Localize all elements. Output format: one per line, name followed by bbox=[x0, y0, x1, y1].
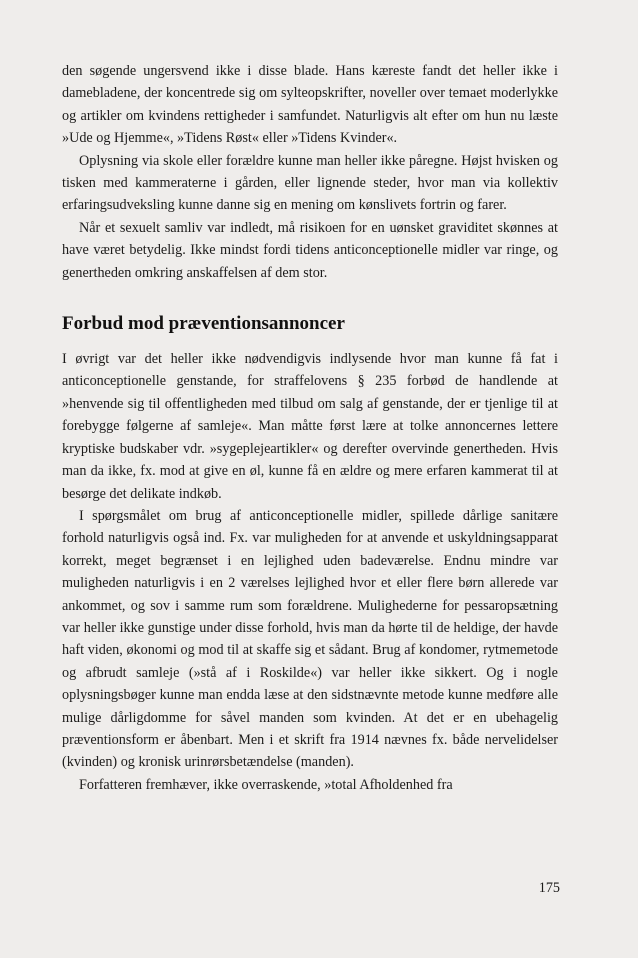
paragraph-oplysning: Oplysning via skole eller forældre kunne man heller ikke påregne. Højst hvisken og tisken med kammeraterne i gården, eller lignende steder, hvor man via kollektiv erfaringsudveksling kunne danne sig en mening om kønslivets fortrin og farer. bbox=[62, 152, 558, 214]
page-body bbox=[62, 60, 558, 796]
page-number: 175 bbox=[538, 880, 560, 896]
paragraph-sanitaere-forhold: I spørgsmålet om brug af anticonceptionelle midler, spillede dårlige sanitære forhold naturligvis også ind. Fx. var muligheden for at anvende et uskyldningsapparat korrekt, meget begrænset i en lejlighed uden badeværelse. Endnu mindre var muligheden naturligvis i en 2 værelses lejlighed hvor et eller flere børn allerede var ankommet, og sov i samme rum som forældrene. Mulighederne for pessaropsætning var heller ikke gunstige under disse forhold, hvis man da hørte til de heldige, der havde haft viden, økonomi og mod til at skaffe sig et sådant. Brug af kondomer, rytmemetode og afbrudt samleje (»stå af i Roskilde«) var heller ikke sikkert. Og i nogle oplysningsbøger kunne man endda læse at den sidstnævnte metode kunne medføre alle mulige dårligdomme for såvel manden som kvinden. At det er en ubehagelig præventionsform er åbenbart. Men i et skrift fra 1914 nævnes fx. både nervelidelser (kvinden) og kronisk urinrørsbetændelse (manden). bbox=[62, 507, 558, 771]
paragraph-anticonceptionelle: I øvrigt var det heller ikke nødvendigvis indlysende hvor man kunne få fat i anticonceptionelle genstande, for straffelovens § 235 forbød de handlende at »henvende sig til offentligheden med tilbud om salg af genstande, der er tjenlige til at forebygge følgerne af samleje«. Man måtte først lære at tolke annoncernes lettere kryptiske budskaber vdr. »sygeplejeartikler« og derefter overvinde genertheden. Hvis man da ikke, fx. mod at give en øl, kunne få en ældre og mere erfaren kammerat til at besørge det delikate indkøb. bbox=[62, 351, 558, 502]
paragraph-samliv: Når et sexuelt samliv var indledt, må risikoen for en uønsket graviditet skønnes at have været betydelig. Ikke mindst fordi tidens anticonceptionelle midler var ringe, og genertheden omkring anskaffelsen af dem stor. bbox=[62, 219, 558, 281]
paragraph-forfatteren: Forfatteren fremhæver, ikke overraskende, »total Afholdenhed fra bbox=[79, 776, 453, 793]
section-heading: Forbud mod præventionsannoncer bbox=[62, 313, 345, 335]
paragraph-continuation: den søgende ungersvend ikke i disse blade. Hans kæreste fandt det heller ikke i damebladene, der koncentrede sig om sylteopskrifter, noveller over temaet moderlykke og artikler om kvindens rettigheder i samfundet. Naturligvis alt efter om hun nu læste »Ude og Hjemme«, »Tidens Røst« eller »Tidens Kvinder«. bbox=[62, 63, 558, 147]
